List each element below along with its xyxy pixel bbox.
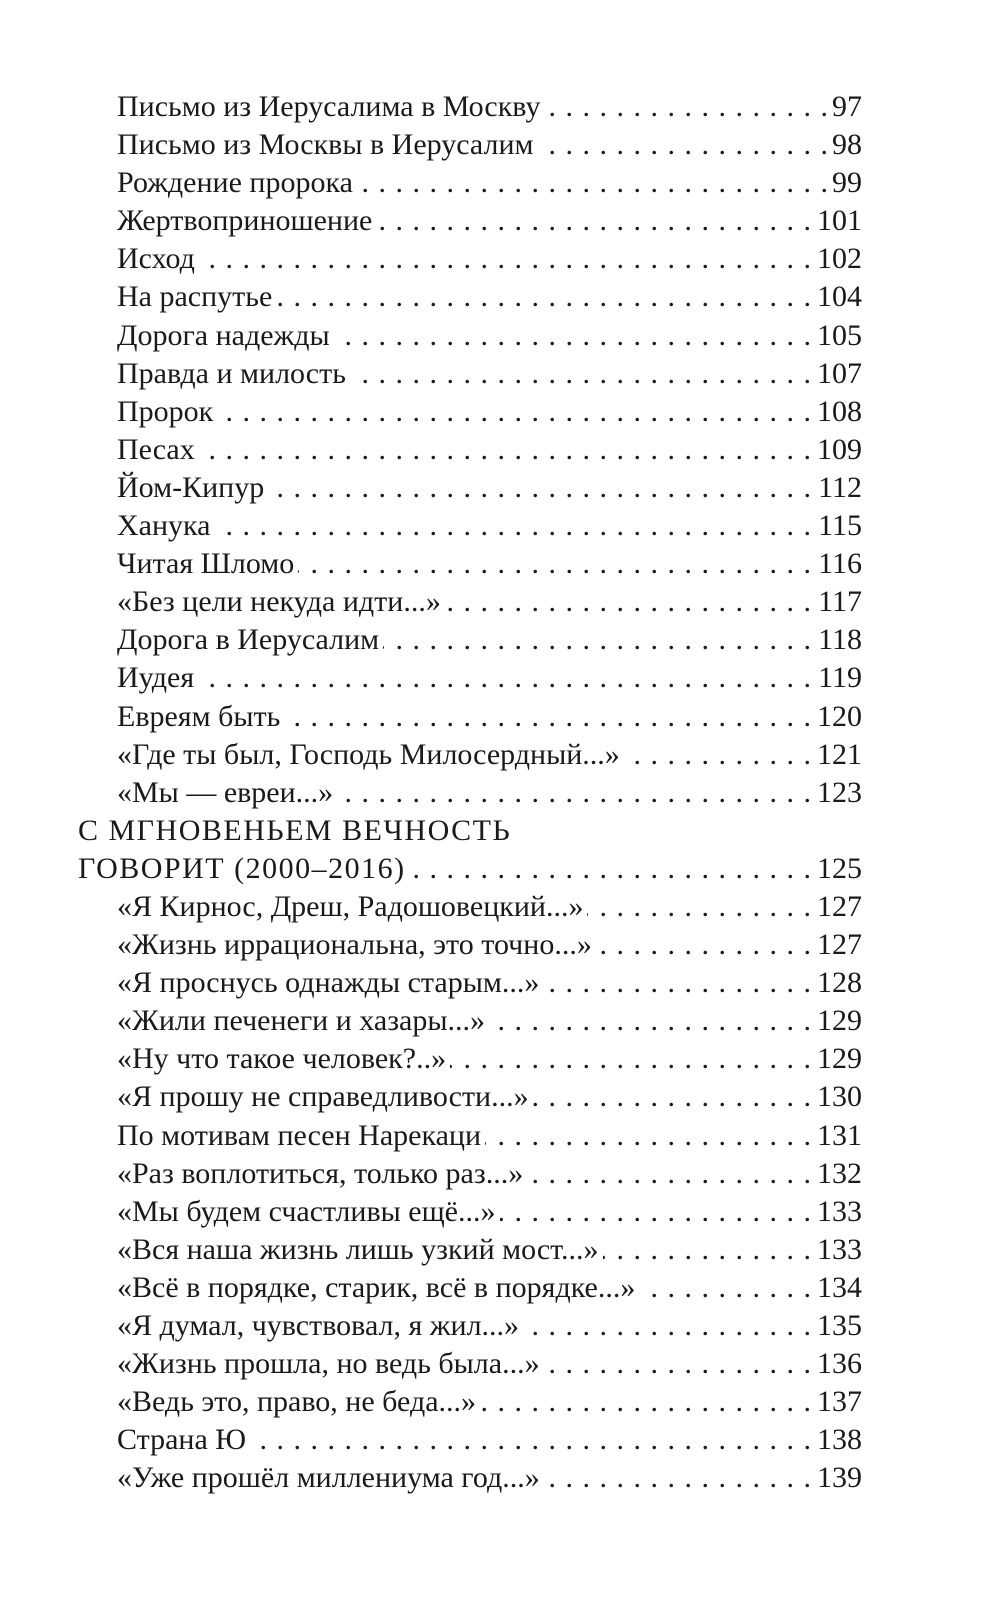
toc-entry [0,1231,1000,1269]
toc-entry [0,964,1000,1002]
toc-entry-page: 101 [813,202,862,240]
dot-leader [117,393,862,431]
toc-entry-title: Евреям быть [117,698,284,736]
toc-entry-page: 137 [813,1383,862,1421]
toc-entry [0,545,1000,583]
toc-entry [0,1040,1000,1078]
toc-entry [0,1155,1000,1193]
toc-entry-page: 108 [813,393,862,431]
toc-entry-title: Дорога надежды [117,317,334,355]
toc-entry-page: 130 [813,1078,862,1116]
toc-entry-page: 136 [813,1345,862,1383]
toc-entry-page: 121 [813,736,862,774]
toc-section-page: 125 [813,850,862,888]
toc-entry [0,317,1000,355]
toc-entry-title: «Жизнь прошла, но ведь была...» [117,1345,544,1383]
toc-entry [0,278,1000,316]
toc-entry-page: 138 [813,1421,862,1459]
toc-entry [0,469,1000,507]
toc-entry-page: 120 [813,698,862,736]
toc-entry-page: 105 [813,317,862,355]
toc-entry [0,1078,1000,1116]
toc-entry-page: 134 [813,1269,862,1307]
toc-entry [0,393,1000,431]
toc-entry [0,1307,1000,1345]
toc-entry-title: Страна Ю [117,1421,250,1459]
dot-leader [117,659,862,697]
toc-entry [0,431,1000,469]
toc-section-title-line2: ГОВОРИТ (2000–2016) [78,850,410,888]
toc-entry-page: 135 [813,1307,862,1345]
toc-entry [0,240,1000,278]
toc-entry-title: Исход [117,240,199,278]
toc-entry-title: «Мы — евреи...» [117,774,337,812]
toc-entry-page: 97 [828,88,862,126]
toc-entry-title: «Где ты был, Господь Милосердный...» [117,736,624,774]
toc-entry [0,1193,1000,1231]
toc-entry [0,736,1000,774]
toc-entry-page: 109 [813,431,862,469]
toc-entry-title: «Без цели некуда идти...» [117,583,445,621]
toc-entry-title: По мотивам песен Нарекаци [117,1117,485,1155]
toc-entry-title: Письмо из Иерусалима в Москву [117,88,544,126]
dot-leader [117,240,862,278]
toc-entry [0,621,1000,659]
toc-entry-page: 139 [813,1459,862,1497]
toc-entry-page: 133 [813,1193,862,1231]
toc-entry-page: 128 [813,964,862,1002]
toc-entry [0,1002,1000,1040]
toc-entry-page: 104 [813,278,862,316]
toc-entry [0,1421,1000,1459]
toc-entry-page: 112 [814,469,862,507]
toc-entry-page: 127 [813,888,862,926]
toc-entry-page: 115 [814,507,862,545]
toc-entry-title: «Ну что такое человек?..» [117,1040,450,1078]
toc-entry [0,164,1000,202]
toc-entry-page: 132 [813,1155,862,1193]
toc-entry-title: Йом-Кипур [117,469,268,507]
toc-entry-title: «Я прошу не справедливости...» [117,1078,533,1116]
toc-entry [0,774,1000,812]
toc-entry-page: 107 [813,355,862,393]
toc-entry-title: «Жизнь иррациональна, это точно...» [117,926,596,964]
toc-entry-title: Пророк [117,393,217,431]
toc-entry [0,1269,1000,1307]
toc-entry-page: 131 [813,1117,862,1155]
dot-leader [117,431,862,469]
toc-entry-title: «Мы будем счастливы ещё...» [117,1193,500,1231]
toc-entry-page: 118 [814,621,862,659]
toc-entry [0,1459,1000,1497]
toc-entry-page: 127 [813,926,862,964]
toc-entry-title: Письмо из Москвы в Иерусалим [117,126,538,164]
toc-entry-page: 129 [813,1040,862,1078]
toc-entry-title: «Жили печенеги и хазары...» [117,1002,489,1040]
toc-entry [0,888,1000,926]
toc-entry-title: Жертвоприношение [117,202,376,240]
toc-entry-page: 102 [813,240,862,278]
toc-entry-title: «Вся наша жизнь лишь узкий мост...» [117,1231,603,1269]
toc-section-heading [0,812,1000,850]
toc-entry-page: 123 [813,774,862,812]
toc-entry [0,583,1000,621]
toc-entry-page: 133 [813,1231,862,1269]
toc-entry [0,88,1000,126]
table-of-contents [0,88,1000,1497]
toc-entry-title: Песах [117,431,199,469]
toc-entry-title: Рождение пророка [117,164,357,202]
toc-entry-title: Иудея [117,659,198,697]
toc-entry [0,1345,1000,1383]
toc-entry-page: 98 [828,126,862,164]
toc-entry [0,1383,1000,1421]
toc-entry-title: «Уже прошёл миллениума год...» [117,1459,544,1497]
toc-entry [0,659,1000,697]
toc-section-title-line1: С МГНОВЕНЬЕМ ВЕЧНОСТЬ [78,812,515,850]
toc-entry-title: На распутье [117,278,276,316]
toc-entry-title: Читая Шломо [117,545,298,583]
toc-entry-title: «Раз воплотиться, только раз...» [117,1155,527,1193]
toc-entry-title: «Я проснусь однажды старым...» [117,964,543,1002]
toc-entry-title: «Я думал, чувствовал, я жил...» [117,1307,523,1345]
toc-section-entry [0,850,1000,888]
toc-entry [0,1117,1000,1155]
toc-entry [0,698,1000,736]
toc-entry-page: 119 [814,659,862,697]
toc-entry-page: 129 [813,1002,862,1040]
toc-entry-title: «Всё в порядке, старик, всё в порядке...» [117,1269,639,1307]
toc-entry-page: 116 [814,545,862,583]
toc-entry [0,926,1000,964]
toc-entry-title: «Я Кирнос, Дреш, Радошовецкий...» [117,888,587,926]
toc-entry-title: Дорога в Иерусалим [117,621,383,659]
toc-entry [0,202,1000,240]
toc-entry [0,126,1000,164]
toc-entry-title: Ханука [117,507,214,545]
toc-entry [0,507,1000,545]
toc-entry-title: «Ведь это, право, не беда...» [117,1383,480,1421]
dot-leader [117,507,862,545]
toc-entry [0,355,1000,393]
toc-entry-page: 117 [814,583,862,621]
toc-entry-page: 99 [828,164,862,202]
toc-entry-title: Правда и милость [117,355,350,393]
